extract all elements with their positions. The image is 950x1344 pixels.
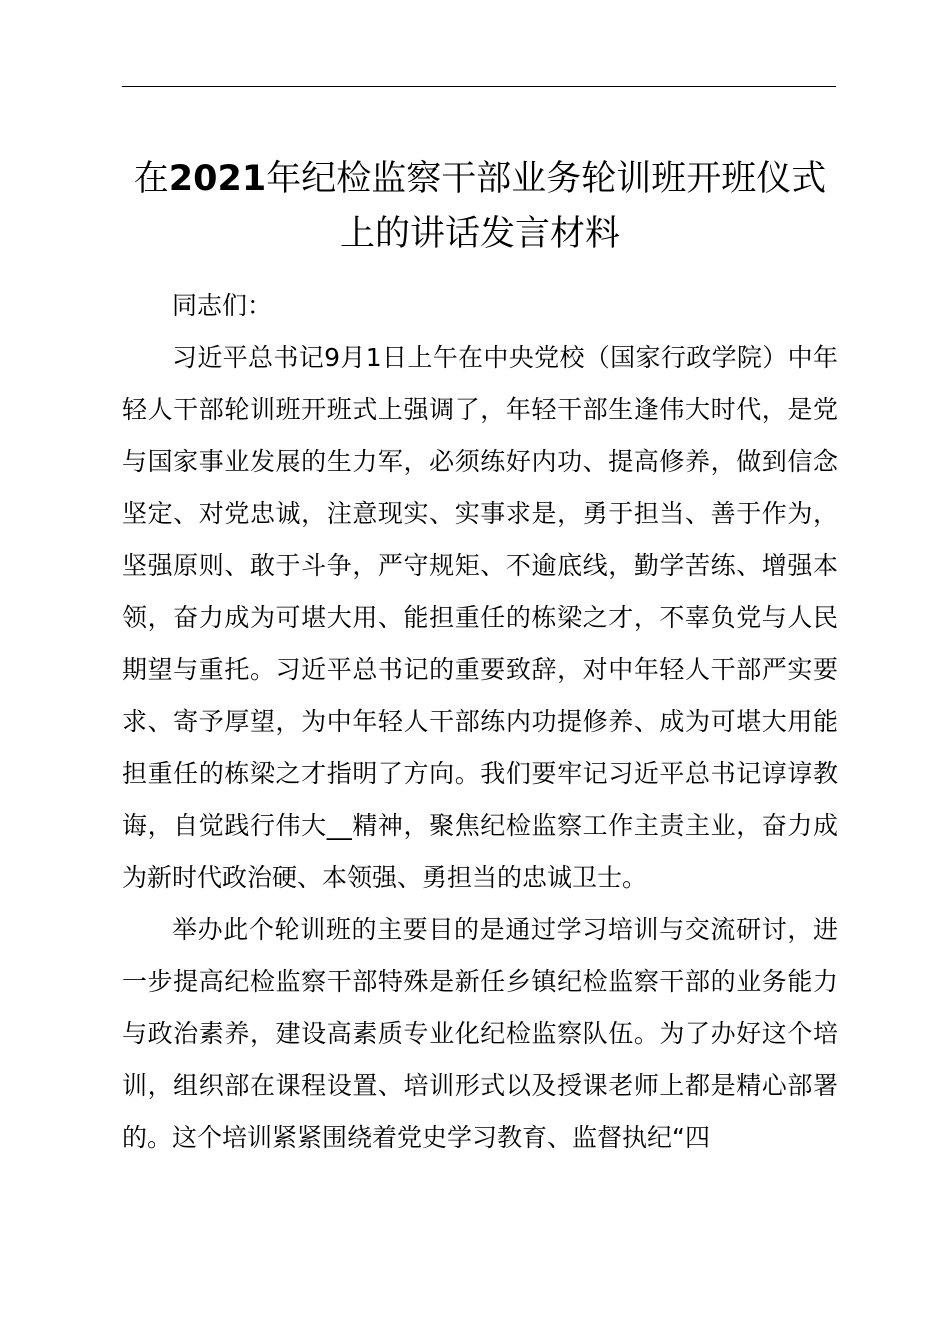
salutation: 同志们： <box>172 291 273 320</box>
document-body <box>122 280 838 1164</box>
title-year: 2021 <box>168 159 267 199</box>
title-line-2: 上的讲话发言材料 <box>339 214 620 254</box>
paragraph: 举办此个轮训班的主要目的是通过学习培训与交流研讨，进一步提高纪检监察干部特殊是新任乡镇纪检监察干部的业务能力与政治素养，建设高素质专业化纪检监察队伍。为了办好这个培训，组织部在课程设置、培训形式以及授课老师上都是精心部署的。这个培训紧紧围绕着党史学习教育、监督执纪“四 <box>122 915 838 1152</box>
paragraph: 习近平总书记9月1日上午在中央党校（国家行政学院）中年轻人干部轮训班开班式上强调了，年轻干部生逢伟大时代，是党与国家事业发展的生力军，必须练好内功、提高修养，做到信念坚定、对党忠诚，注意现实、实事求是，勇于担当、善于作为，坚强原则、敢于斗争，严守规矩、不逾底线，勤学苦练、增强本领，奋力成为可堪大用、能担重任的栋梁之才，不辜负党与人民期望与重托。习近平总书记的重要致辞，对中年轻人干部严实要求、寄予厚望，为中年轻人干部练内功提修养、成为可堪大用能担重任的栋梁之才指明了方向。我们要牢记习近平总书记谆谆教诲，自觉践行伟大__精神，聚焦纪检监察工作主责主业，奋力成为新时代政治硬、本领强、勇担当的忠诚卫士。 <box>122 343 838 892</box>
title-prefix: 在 <box>133 159 169 199</box>
title-line-1 <box>100 152 860 207</box>
header-rule <box>122 86 836 87</box>
document-title <box>100 152 860 262</box>
title-line-1-rest: 年纪检监察干部业务轮训班开班仪式 <box>266 159 827 199</box>
